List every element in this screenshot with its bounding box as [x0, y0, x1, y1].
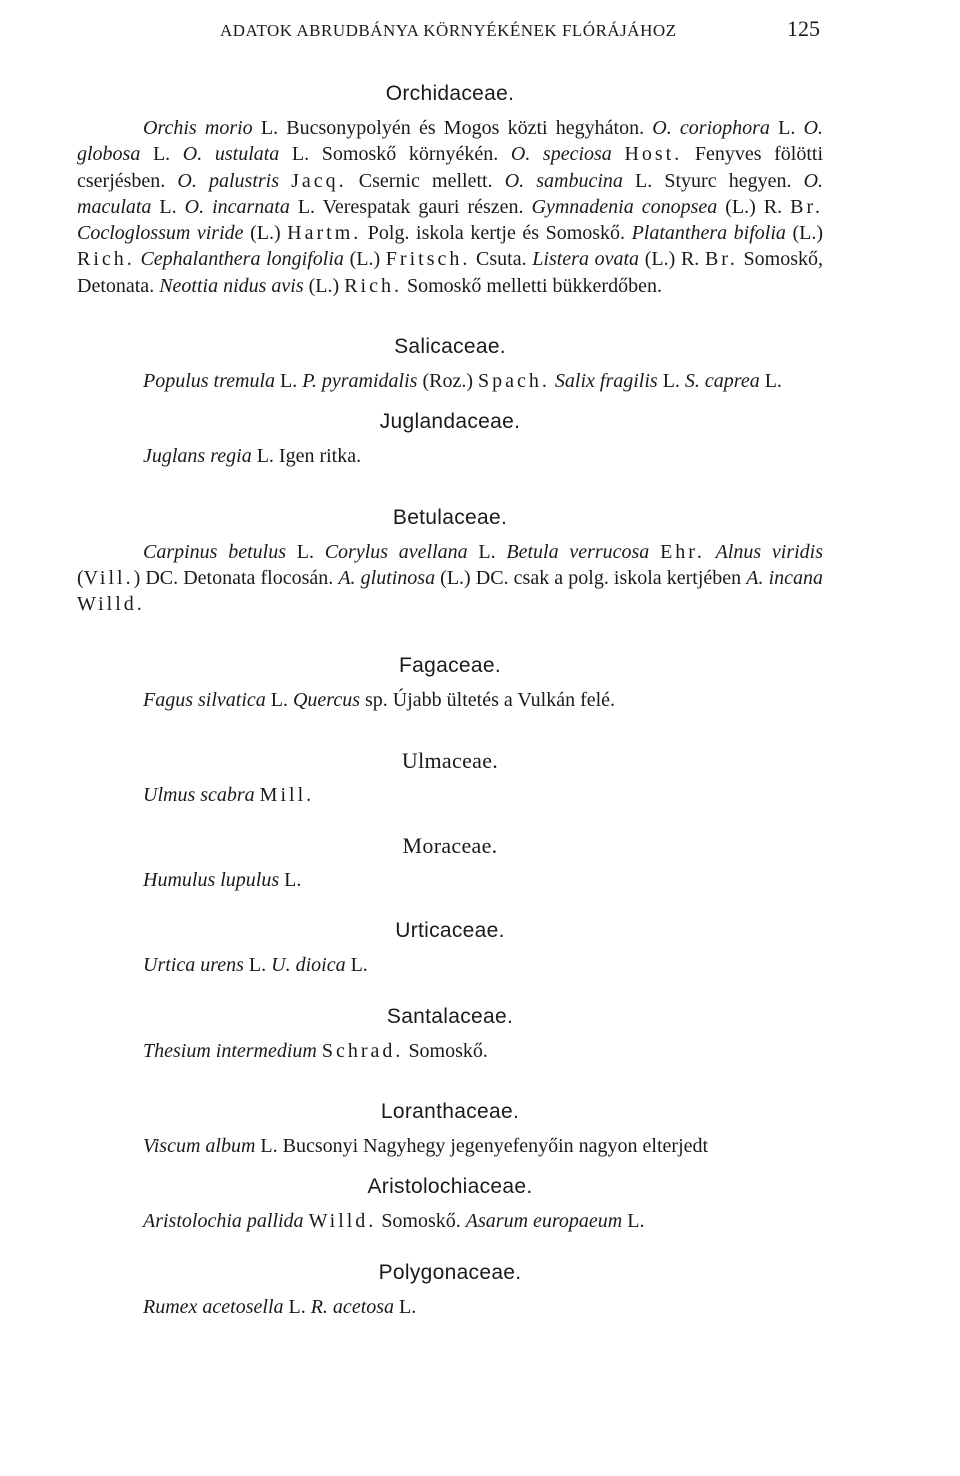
- section-aristolochiaceae: [77, 1173, 823, 1234]
- taxon-name: Listera ovata: [532, 248, 640, 271]
- taxon-name: Urtica urens: [143, 954, 244, 977]
- text-run: Polg. iskola kertje és Somoskő.: [361, 222, 632, 245]
- author-abbrev: Willd.: [77, 593, 145, 616]
- taxon-name: O. globosa: [77, 117, 824, 166]
- author-abbrev: Spach.: [478, 370, 550, 393]
- text-run: L.: [279, 869, 302, 892]
- text-run: L.: [394, 1295, 417, 1318]
- section-text: [77, 1133, 823, 1159]
- text-run: (L.) DC. csak a polg. iskola kertjében: [435, 566, 747, 589]
- text-run: L. Bucsonypolyén és Mogos közti hegyháton.: [252, 117, 653, 139]
- section-juglandaceae: [77, 408, 823, 469]
- text-run: L.: [345, 954, 368, 977]
- text-run: L.: [769, 117, 804, 139]
- taxon-name: Alnus viridis: [715, 540, 824, 563]
- taxon-name: Ulmus scabra: [143, 783, 255, 806]
- taxon-name: Quercus: [292, 688, 361, 711]
- taxon-name: Neottia nidus avis: [159, 274, 304, 297]
- taxon-name: Rumex acetosella: [143, 1295, 284, 1318]
- section-text: [77, 1038, 823, 1064]
- section-salicaceae: [77, 333, 823, 394]
- author-abbrev: Br.: [704, 248, 738, 271]
- author-abbrev: Mill.: [259, 783, 315, 806]
- text-run: L.: [285, 540, 325, 563]
- text-run: sp. Újabb ültetés a Vulkán felé.: [360, 688, 616, 711]
- taxon-name: Asarum europaeum: [465, 1210, 623, 1233]
- text-run: (Roz.): [417, 370, 478, 393]
- text-run: Csuta.: [470, 248, 533, 271]
- section-moraceae: [77, 832, 823, 893]
- author-abbrev: Host.: [624, 143, 683, 166]
- text-run: L.: [657, 370, 685, 393]
- section-text: [77, 443, 823, 469]
- section-text: [77, 539, 823, 618]
- running-title: ADATOK ABRUDBÁNYA KÖRNYÉKÉNEK FLÓRÁJÁHOZ: [220, 21, 677, 40]
- taxon-name: Betula verrucosa: [506, 540, 650, 563]
- text-run: L.: [759, 370, 782, 393]
- taxon-name: Cephalanthera longifolia: [140, 248, 344, 271]
- section-loranthaceae: [77, 1098, 823, 1159]
- text-run: L.: [140, 143, 183, 166]
- author-abbrev: Willd.: [308, 1210, 377, 1233]
- taxon-name: Fagus silvatica: [143, 688, 266, 711]
- author-abbrev: Hartm.: [287, 222, 362, 245]
- taxon-name: Gymnadenia conopsea: [531, 195, 718, 218]
- text-run: [279, 170, 291, 192]
- author-abbrev: Br.: [790, 195, 824, 218]
- text-run: L.: [243, 954, 272, 977]
- text-run: L.: [467, 540, 507, 563]
- text-run: (L.): [785, 222, 823, 245]
- text-run: [649, 541, 660, 563]
- taxon-name: Juglans regia: [143, 445, 252, 468]
- section-fagaceae: [77, 652, 823, 713]
- section-heading: Moraceae.: [402, 833, 498, 859]
- page-number: 125: [787, 16, 820, 41]
- author-abbrev: Rich.: [344, 274, 402, 297]
- text-run: (L.) R.: [717, 195, 791, 218]
- section-text: [77, 368, 823, 394]
- text-run: L. Verespatak gauri részen.: [289, 195, 532, 218]
- text-run: L.: [151, 195, 185, 218]
- text-run: [612, 143, 625, 165]
- text-run: Somoskő melletti bükkerdőben.: [401, 274, 662, 297]
- text-run: (L.) R.: [639, 248, 705, 271]
- page-body: [77, 80, 823, 1320]
- taxon-name: R. acetosa: [310, 1295, 395, 1318]
- text-run: (: [77, 566, 84, 589]
- section-heading: Aristolochiaceae.: [367, 1175, 533, 1199]
- text-run: Somoskő, Detonata.: [77, 248, 823, 297]
- text-run: [705, 541, 716, 563]
- section-text: [77, 1208, 823, 1234]
- author-abbrev: Fritsch.: [385, 248, 471, 271]
- section-polygonaceae: [77, 1259, 823, 1320]
- text-run: L. Somoskő környékén.: [279, 143, 511, 166]
- taxon-name: O. palustris: [177, 169, 280, 192]
- text-run: L. Styurc hegyen.: [622, 169, 804, 192]
- taxon-name: Orchis morio: [143, 117, 253, 139]
- section-heading: Ulmaceae.: [401, 747, 499, 773]
- taxon-name: S. caprea: [684, 370, 760, 393]
- text-run: L. Igen ritka.: [251, 445, 362, 468]
- text-run: Somoskő.: [403, 1039, 488, 1062]
- author-abbrev: Schrad.: [321, 1039, 404, 1062]
- text-run: L.: [265, 688, 293, 711]
- taxon-name: A. glutinosa: [338, 566, 436, 589]
- taxon-name: Corylus avellana: [324, 540, 468, 563]
- taxon-name: U. dioica: [271, 954, 346, 977]
- taxon-name: Salix fragilis: [554, 370, 658, 393]
- section-heading: Betulaceae.: [392, 505, 508, 529]
- text-run: (L.): [343, 248, 386, 271]
- text-run: (L.): [243, 222, 288, 245]
- section-text: [77, 687, 823, 713]
- section-santalaceae: [77, 1003, 823, 1064]
- author-abbrev: Vill.: [83, 566, 134, 589]
- section-ulmaceae: [77, 747, 823, 808]
- text-run: Csernic mellett.: [346, 169, 505, 192]
- taxon-name: P. pyramidalis: [302, 370, 418, 393]
- section-heading: Fagaceae.: [399, 653, 501, 677]
- taxon-name: Carpinus betulus: [143, 540, 286, 563]
- taxon-name: O. incarnata: [184, 195, 290, 218]
- taxon-name: Populus tremula: [143, 370, 276, 393]
- section-text: [77, 952, 823, 978]
- section-urticaceae: [77, 917, 823, 978]
- text-run: L.: [275, 370, 303, 393]
- author-abbrev: Ehr.: [660, 540, 705, 563]
- text-run: (L.): [303, 274, 345, 297]
- author-abbrev: Rich.: [77, 248, 135, 271]
- taxon-name: O. coriophora: [652, 117, 770, 139]
- taxon-name: O. maculata: [77, 169, 824, 218]
- taxon-name: O. sambucina: [504, 169, 623, 192]
- taxon-name: Viscum album: [143, 1135, 256, 1158]
- text-run: Fenyves fölötti cserjésben.: [77, 143, 824, 192]
- text-run: L.: [622, 1210, 645, 1233]
- section-betulaceae: [77, 504, 823, 618]
- page-header: [0, 16, 960, 46]
- section-orchidaceae: [77, 80, 823, 299]
- section-text: [77, 867, 823, 893]
- section-text: [77, 1294, 823, 1320]
- taxon-name: O. speciosa: [510, 143, 612, 166]
- taxon-name: Platanthera bifolia: [631, 222, 786, 245]
- section-heading: Orchidaceae.: [385, 82, 515, 105]
- section-text: [77, 782, 823, 808]
- text-run: Somoskő.: [376, 1210, 466, 1233]
- text-run: L.: [283, 1295, 311, 1318]
- section-heading: Santalaceae.: [386, 1004, 514, 1028]
- section-heading: Loranthaceae.: [380, 1100, 520, 1124]
- taxon-name: Humulus lupulus: [143, 869, 280, 892]
- taxon-name: A. incana: [746, 566, 824, 589]
- section-heading: Salicaceae.: [394, 335, 506, 359]
- text-run: ) DC. Detonata flocosán.: [133, 566, 339, 589]
- taxon-name: Cocloglossum viride: [77, 222, 244, 245]
- section-heading: Polygonaceae.: [378, 1260, 522, 1284]
- text-run: L. Bucsonyi Nagyhegy jegenyefenyőin nagyon elterjedt: [255, 1135, 709, 1158]
- author-abbrev: Jacq.: [291, 169, 347, 192]
- taxon-name: Thesium intermedium: [143, 1039, 317, 1062]
- taxon-name: O. ustulata: [182, 143, 280, 166]
- taxon-name: Aristolochia pallida: [143, 1210, 304, 1233]
- section-text: [77, 115, 823, 299]
- section-heading: Juglandaceae.: [379, 410, 521, 434]
- section-heading: Urticaceae.: [395, 919, 505, 943]
